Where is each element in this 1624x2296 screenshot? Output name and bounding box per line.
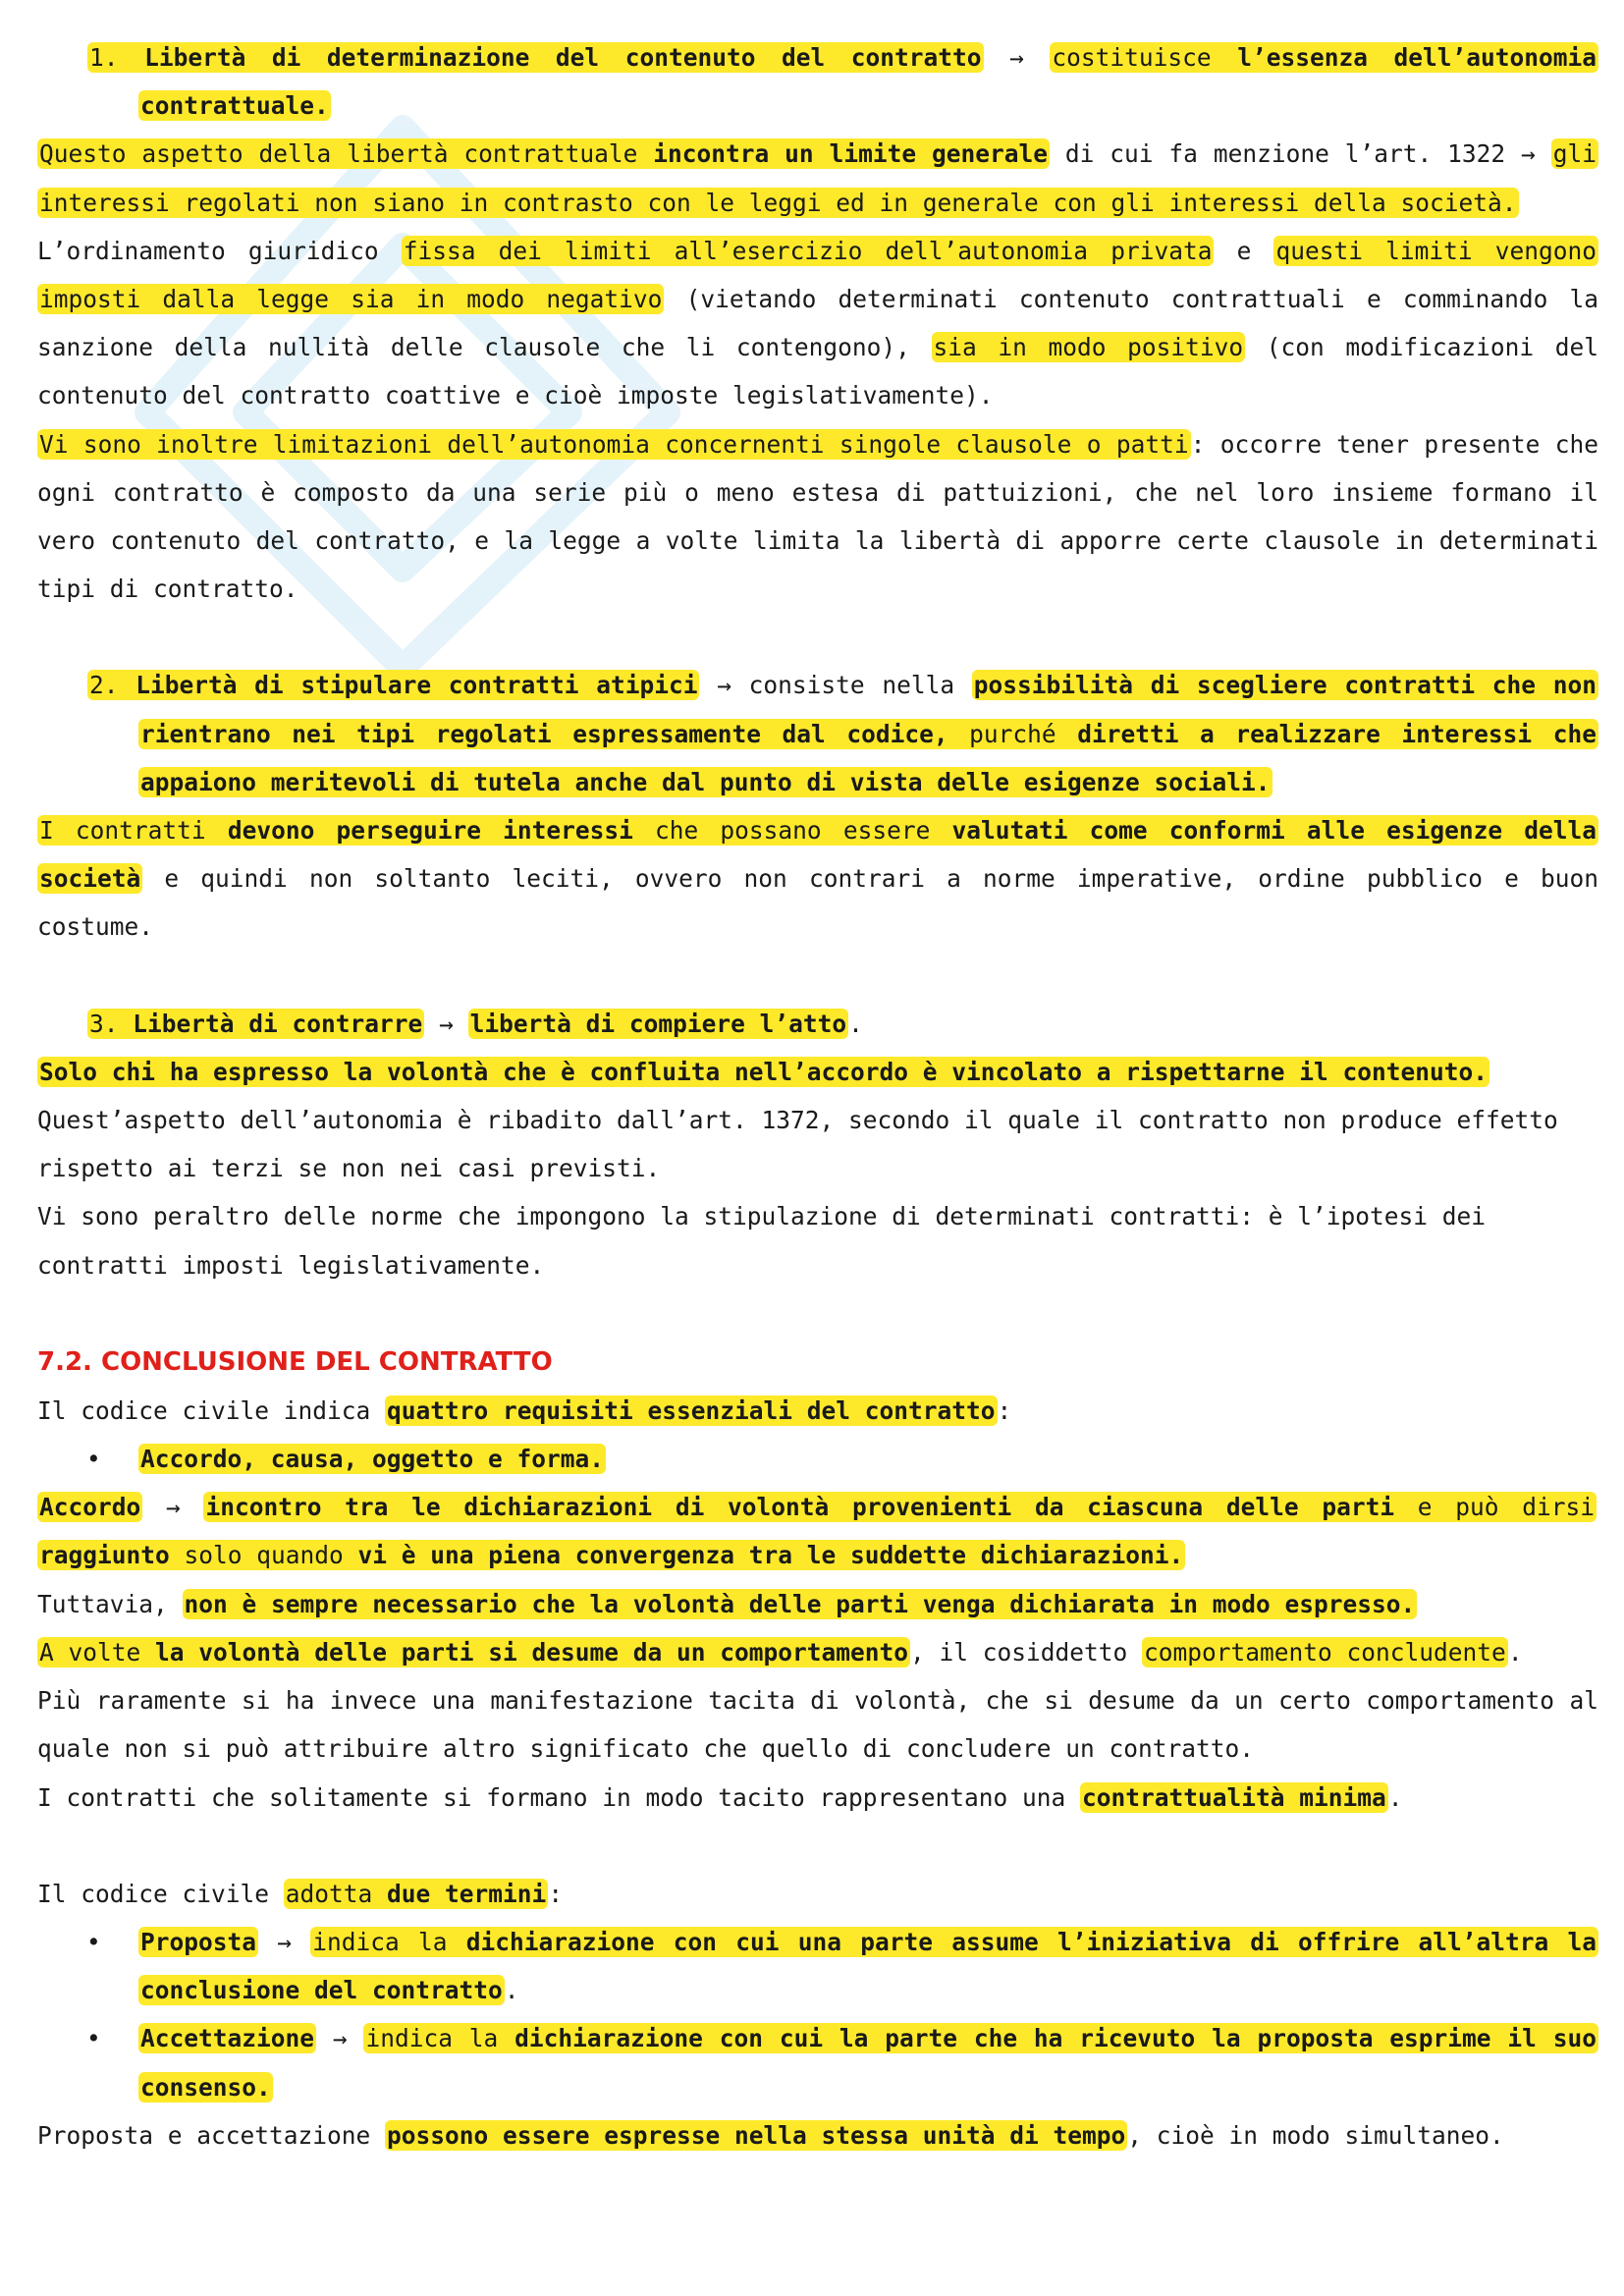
bullet-item: • Accettazione → indica la dichiarazione con cui la parte che ha ricevuto la proposta esprime il suo consenso. xyxy=(37,2014,1598,2110)
paragraph: Il codice civile adotta due termini: xyxy=(37,1879,564,1908)
bullet-item: • Proposta → indica la dichiarazione con cui una parte assume l’iniziativa di offrire all’altra la conclusione del contratto. xyxy=(37,1918,1598,2014)
document-page xyxy=(37,33,1598,2159)
paragraph: L’ordinamento giuridico fissa dei limiti all’esercizio dell’autonomia privata e questi limiti vengono imposti dalla legge sia in modo negativo (vietando determinati contenuto contrattuali e comminando la sanzione della nullità delle clausole che li contengono), sia in modo positivo (con modificazioni del contenuto del contratto coattive e cioè imposte legislativamente). xyxy=(37,236,1598,410)
paragraph: Questo aspetto della libertà contrattuale incontra un limite generale di cui fa menzione l’art. 1322 → gli interessi regolati non siano in contrasto con le leggi ed in generale con gli interessi della società. xyxy=(39,139,1597,217)
paragraph: Vi sono inoltre limitazioni dell’autonomia concernenti singole clausole o patti: occorre tener presente che ogni contratto è composto da una serie più o meno estesa di pattuizioni, che nel loro insieme formano il vero contenuto del contratto, e la legge a volte limita la libertà di apporre certe clausole in determinati tipi di contratto. xyxy=(37,429,1598,604)
paragraph: Il codice civile indica quattro requisiti essenziali del contratto: xyxy=(37,1395,1012,1425)
paragraph: Accordo → incontro tra le dichiarazioni di volontà provenienti da ciascuna delle parti e può dirsi raggiunto solo quando vi è una piena convergenza tra le suddette dichiarazioni. xyxy=(39,1493,1595,1570)
bullet-item: • Accordo, causa, oggetto e forma. xyxy=(37,1435,1598,1483)
section-heading: 7.2. CONCLUSIONE DEL CONTRATTO xyxy=(37,1346,553,1377)
paragraph: Più raramente si ha invece una manifestazione tacita di volontà, che si desume da un certo comportamento al quale non si può attribuire altro significato che quello di concludere un contratto. xyxy=(37,1686,1598,1764)
paragraph: I contratti che solitamente si formano in modo tacito rappresentano una contrattualità minima. xyxy=(37,1782,1403,1812)
section-3-title: 3. Libertà di contrarre → libertà di compiere l’atto. xyxy=(89,1009,863,1038)
paragraph: Vi sono peraltro delle norme che impongono la stipulazione di determinati contratti: è l’ipotesi dei contratti imposti legislativamente. xyxy=(37,1202,1487,1280)
section-1-title: 1. Libertà di determinazione del contenuto del contratto → costituisce l’essenza dell’autonomia contrattuale. xyxy=(89,43,1597,121)
section-2-title: 2. Libertà di stipulare contratti atipici → consiste nella possibilità di scegliere contratti che non rientrano nei tipi regolati espressamente dal codice, purché diretti a realizzare interessi che appaiono meritevoli di tutela anche dal punto di vista delle esigenze sociali. xyxy=(89,671,1597,796)
paragraph: Proposta e accettazione possono essere espresse nella stessa unità di tempo, cioè in modo simultaneo. xyxy=(37,2120,1504,2150)
paragraph: I contratti devono perseguire interessi che possano essere valutati come conformi alle esigenze della società e quindi non soltanto leciti, ovvero non contrari a norme imperative, ordine pubblico e buon costume. xyxy=(37,816,1598,942)
paragraph: Solo chi ha espresso la volontà che è confluita nell’accordo è vincolato a rispettarne il contenuto. xyxy=(39,1057,1489,1086)
paragraph: Tuttavia, non è sempre necessario che la volontà delle parti venga dichiarata in modo espresso. xyxy=(37,1589,1416,1618)
paragraph: A volte la volontà delle parti si desume da un comportamento, il cosiddetto comportamento concludente. xyxy=(39,1637,1523,1667)
paragraph: Quest’aspetto dell’autonomia è ribadito dall’art. 1372, secondo il quale il contratto non produce effetto rispetto ai terzi se non nei casi previsti. xyxy=(37,1106,1558,1183)
